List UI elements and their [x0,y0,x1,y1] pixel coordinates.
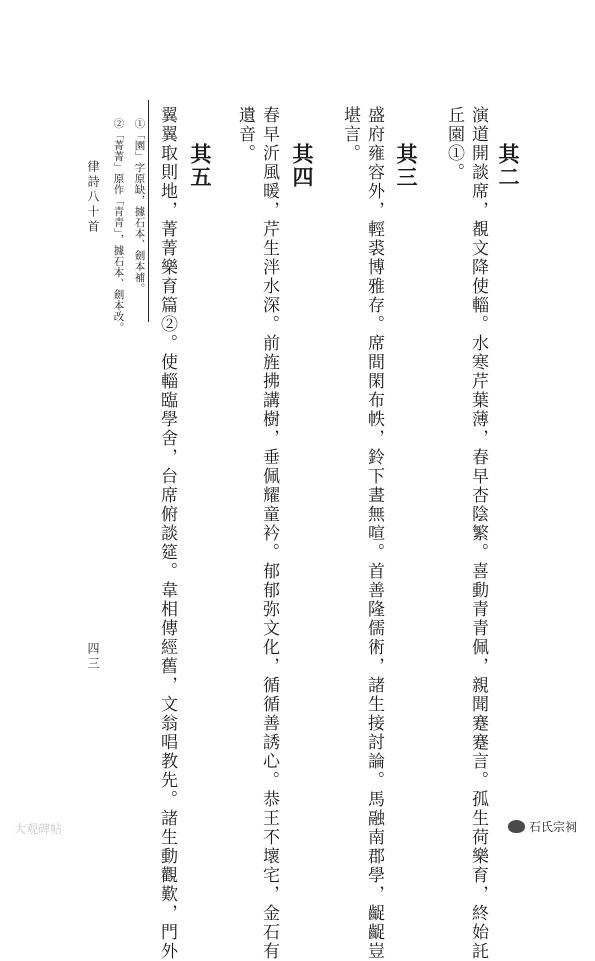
poem-line: 翼翼取則地，菁菁樂育篇②。使輜臨學舍，台席俯談筵。韋相傳經舊，文翁唱教先。諸生動觀歎，門外 [157,106,177,961]
poem-line: 盛府雍容外，輕裘博雅存。席間閑布帙，鈴下晝無喧。首善隆儒術，諸生接討論。馬融南郡學，齪齪豈 [364,106,384,961]
poem-line: 春早沂風暖，芹生泮水深。前旌拂講樹，垂佩耀童衿。郁郁弥文化，循循善誘心。恭王不壞宅，金石有 [259,106,279,961]
poem-line: 演道開談席，覩文降使輜。水寒芹葉薄，春早杏陰繁。喜動青青佩，親聞蹇蹇言。孤生荷樂育，終始託 [468,106,488,961]
poem-line: 遺音。 [235,106,255,163]
footnote-rule [148,100,149,322]
poem-title-2: 其二 [496,143,521,189]
running-title: 律詩八十首 [86,160,100,235]
poem-title-4: 其四 [290,143,315,189]
poem-line: 丘園①。 [444,106,464,182]
footnote-2: ②「菁菁」原作「青青」，據石本、劍本改。 [112,118,125,333]
watermark-right-text: 石氏宗祠 [528,820,577,834]
poem-line: 堪言。 [340,106,360,163]
watermark-left [14,820,62,837]
footnote-1: ①「園」字原缺，據石本、劍本補。 [133,118,146,294]
watermark-left-text: 大观碑帖 [14,822,63,836]
poem-title-3: 其三 [394,143,419,189]
page-number: 四三 [86,642,100,672]
poem-title-5: 其五 [188,143,213,189]
wechat-icon [508,820,525,833]
watermark-right [508,818,577,835]
